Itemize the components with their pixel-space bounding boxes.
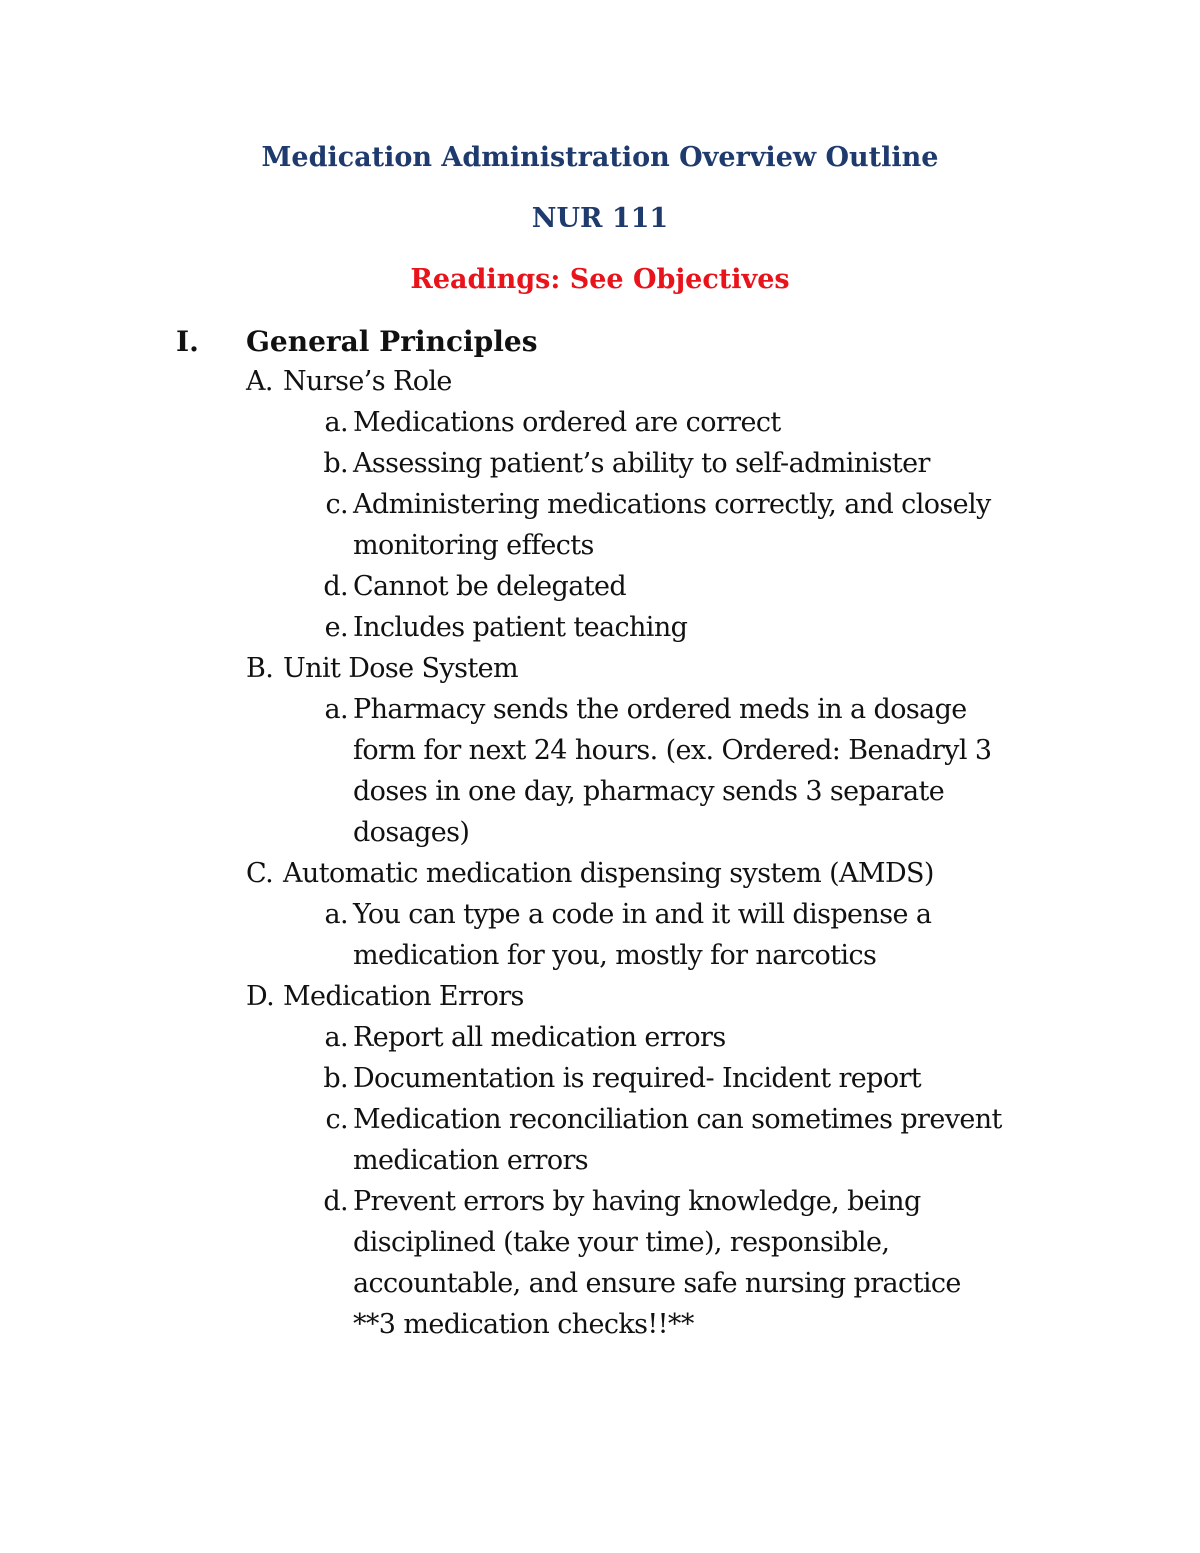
list-item-text: Prevent errors by having knowledge, being (353, 1186, 921, 1217)
list-item-marker: a. (324, 1022, 348, 1053)
list-item-text: medication for you, mostly for narcotics (353, 940, 877, 971)
list-item-text: Administering medications correctly, and closely (353, 489, 991, 520)
subsection-heading: Medication Errors (283, 981, 524, 1012)
subsection-marker: A. (246, 366, 273, 397)
list-item-marker: b. (323, 1063, 348, 1094)
list-item-text: Medication reconciliation can sometimes prevent (353, 1104, 1002, 1135)
list-item-text: Report all medication errors (353, 1022, 726, 1053)
list-item-text: dosages) (353, 817, 470, 848)
list-item-marker: a. (324, 899, 348, 930)
subsection-marker: B. (246, 653, 274, 684)
document-title: Medication Administration Overview Outline (261, 142, 939, 173)
subsection-marker: D. (246, 981, 275, 1012)
list-item-text: form for next 24 hours. (ex. Ordered: Benadryl 3 (353, 735, 992, 766)
list-item-text: Documentation is required- Incident report (353, 1063, 922, 1094)
list-item-text: doses in one day, pharmacy sends 3 separate (353, 776, 945, 807)
list-item-text: Assessing patient’s ability to self-administer (353, 448, 930, 479)
list-item-text: Medications ordered are correct (353, 407, 781, 438)
list-item-marker: e. (324, 612, 348, 643)
list-item-marker: d. (323, 1186, 348, 1217)
section-heading: General Principles (246, 325, 538, 358)
subsection-heading: Nurse’s Role (283, 366, 452, 397)
subsection-heading: Automatic medication dispensing system (AMDS) (283, 858, 934, 889)
list-item-marker: a. (324, 694, 348, 725)
readings-note: Readings: See Objectives (410, 264, 790, 295)
list-item-text: Cannot be delegated (353, 571, 627, 602)
subsection-marker: C. (246, 858, 274, 889)
list-item-marker: d. (323, 571, 348, 602)
list-item-text: Pharmacy sends the ordered meds in a dosage (353, 694, 967, 725)
list-item-marker: a. (324, 407, 348, 438)
list-item-marker: c. (325, 1104, 348, 1135)
list-item-marker: c. (325, 489, 348, 520)
list-item-text: **3 medication checks!!** (353, 1309, 694, 1340)
list-item-marker: b. (323, 448, 348, 479)
list-item-text: medication errors (353, 1145, 589, 1176)
section-marker: I. (176, 325, 199, 358)
list-item-text: accountable, and ensure safe nursing practice (353, 1268, 961, 1299)
list-item-text: monitoring effects (353, 530, 594, 561)
subsection-heading: Unit Dose System (283, 653, 518, 684)
course-code: NUR 111 (531, 203, 669, 234)
list-item-text: You can type a code in and it will dispense a (353, 899, 932, 930)
list-item-text: Includes patient teaching (353, 612, 688, 643)
list-item-text: disciplined (take your time), responsible, (353, 1227, 890, 1258)
